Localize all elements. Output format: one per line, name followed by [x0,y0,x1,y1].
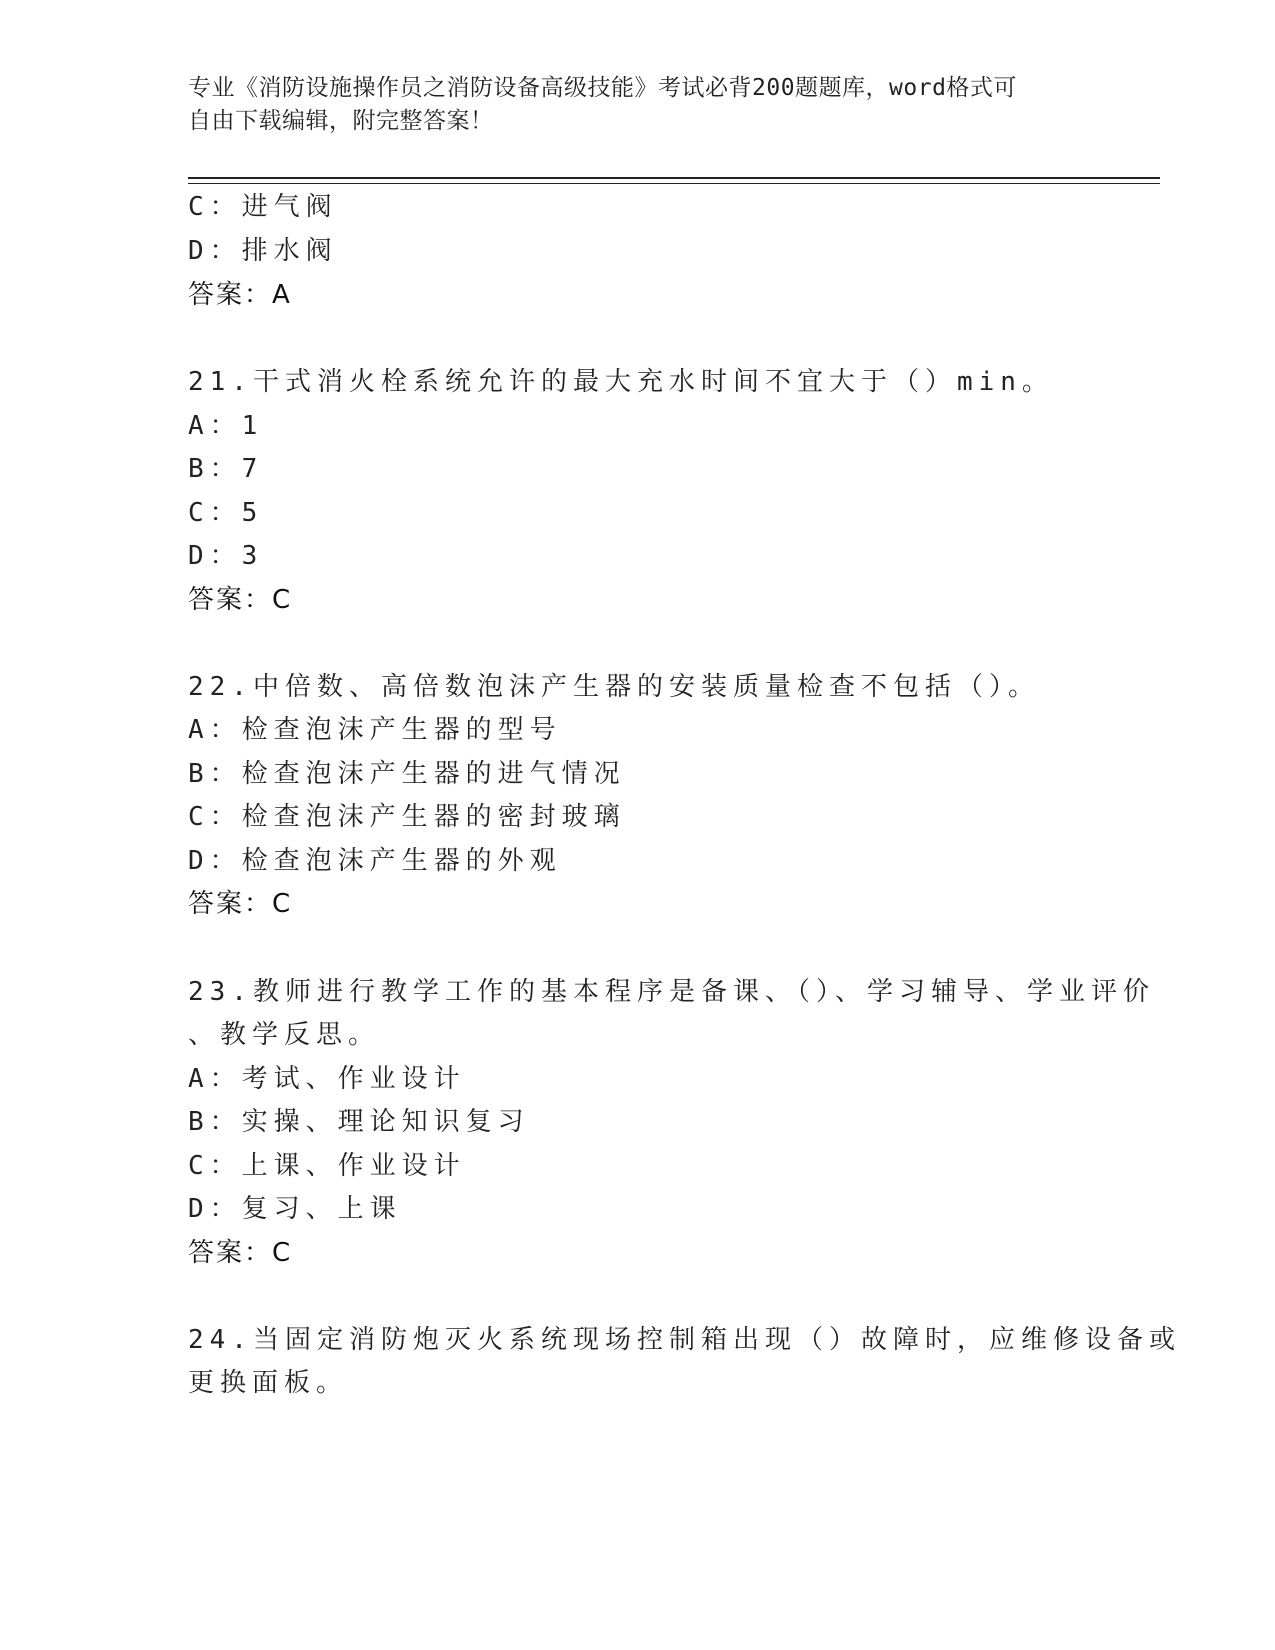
option-c: C：5 [188,498,264,528]
title-line-1: 专业《消防设施操作员之消防设备高级技能》考试必背200题题库，word格式可 [188,75,1017,101]
option-b: B：7 [188,454,264,484]
header-divider-thin [188,183,1160,184]
option-c: C：进气阀 [188,192,338,222]
option-d: D：复习、上课 [188,1194,402,1224]
question-stem-continued: 更换面板。 [188,1368,349,1398]
answer-line: 答案：C [188,1238,293,1268]
answer-line: 答案：C [188,585,293,615]
question-stem: 22.中倍数、高倍数泡沫产生器的安装质量检查不包括（）。 [188,672,1040,702]
question-stem: 23.教师进行教学工作的基本程序是备课、（）、学习辅导、学业评价 [188,977,1155,1007]
option-d: D：检查泡沫产生器的外观 [188,846,562,876]
answer-line: 答案：C [188,889,293,919]
title-line-2: 自由下载编辑，附完整答案！ [188,108,494,134]
question-stem-continued: 、教学反思。 [188,1020,381,1050]
answer-line: 答案：A [188,280,292,310]
option-b: B：检查泡沫产生器的进气情况 [188,759,626,789]
document-title [188,72,1088,138]
option-b: B：实操、理论知识复习 [188,1107,530,1137]
question-stem: 21.干式消火栓系统允许的最大充水时间不宜大于（）min。 [188,367,1054,397]
question-stem: 24.当固定消防炮灭火系统现场控制箱出现（）故障时，应维修设备或 [188,1325,1181,1355]
option-d: D：3 [188,541,264,571]
option-c: C：检查泡沫产生器的密封玻璃 [188,802,626,832]
option-a: A：考试、作业设计 [188,1064,466,1094]
option-c: C：上课、作业设计 [188,1151,466,1181]
option-d: D：排水阀 [188,236,338,266]
header-divider-thick [188,177,1160,179]
option-a: A：1 [188,411,264,441]
option-a: A：检查泡沫产生器的型号 [188,715,562,745]
